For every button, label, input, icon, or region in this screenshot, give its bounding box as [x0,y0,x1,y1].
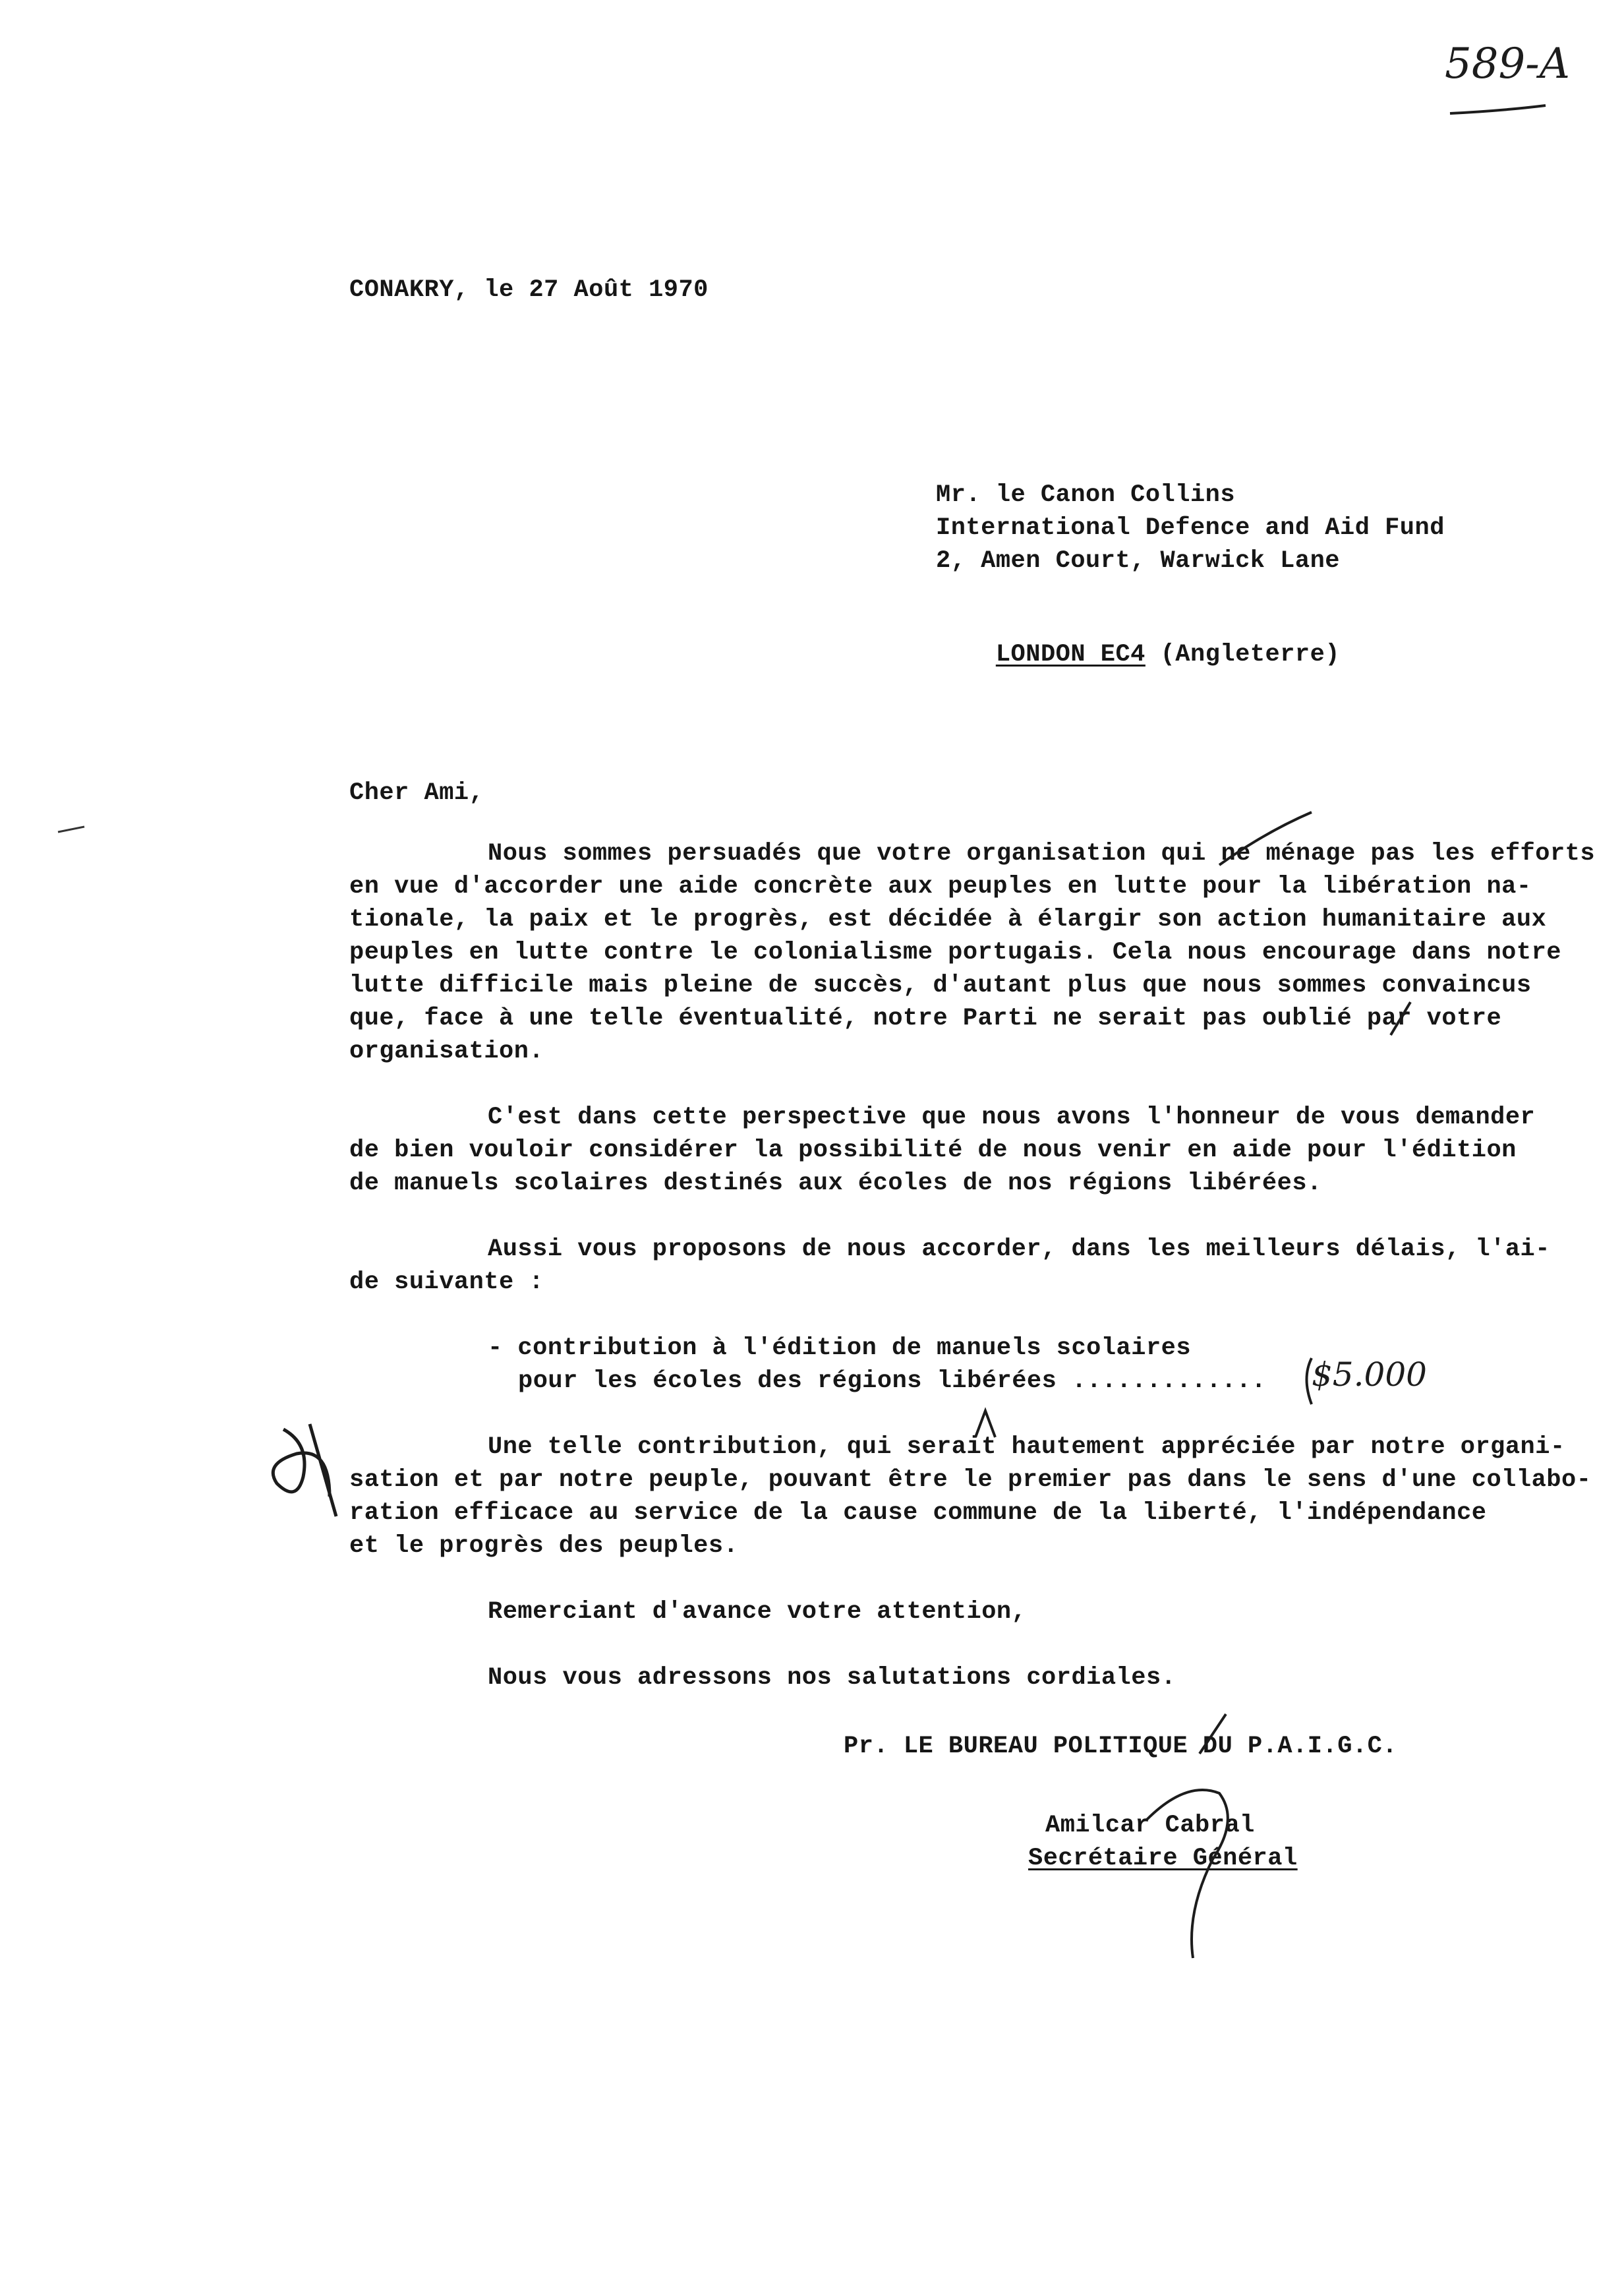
signature-title: Secrétaire Général [1028,1845,1298,1872]
paragraph-1-line: en vue d'accorder une aide concrète aux peuples en lutte pour la libération na- [349,873,1532,901]
signature-on-behalf: Pr. LE BUREAU POLITIQUE DU P.A.I.G.C. [844,1733,1398,1760]
paragraph-1-line: lutte difficile mais pleine de succès, d'autant plus que nous sommes convaincus [349,972,1532,999]
paragraph-1-line: tionale, la paix et le progrès, est décidée à élargir son action humanitaire aux [349,906,1547,934]
recipient-organisation: International Defence and Aid Fund [936,514,1445,542]
recipient-country: (Angleterre) [1160,641,1341,669]
date-line: CONAKRY, le 27 Août 1970 [349,276,709,304]
recipient-street: 2, Amen Court, Warwick Lane [936,547,1340,575]
margin-tick-mark [58,827,84,832]
paragraph-4-line: et le progrès des peuples. [349,1532,739,1560]
paragraph-3-line: de suivante : [349,1268,544,1296]
archive-mark-underline [1450,105,1546,113]
paragraph-3-line: Aussi vous proposons de nous accorder, dans les meilleurs délais, l'ai- [488,1235,1550,1263]
paragraph-4-line: sation et par notre peuple, pouvant être le premier pas dans le sens d'une collabo- [349,1466,1592,1494]
amount-bracket-icon [1307,1358,1312,1404]
recipient-name: Mr. le Canon Collins [936,481,1236,509]
margin-scribble [273,1424,336,1516]
paragraph-1-line: organisation. [349,1038,544,1065]
archive-mark: 589-A [1445,40,1570,88]
paragraph-4-line: Une telle contribution, qui serait hautement appréciée par notre organi- [488,1433,1565,1461]
paragraph-4-line: ration efficace au service de la cause commune de la liberté, l'indépendance [349,1499,1487,1527]
recipient-city-line [936,605,1340,704]
paragraph-4 [349,1431,1591,1562]
signature-name: Amilcar Cabral [1045,1812,1255,1839]
paragraph-1-line: peuples en lutte contre le colonialisme portugais. Cela nous encourage dans notre [349,939,1561,966]
paragraph-2 [349,1101,1535,1200]
closing-salutations: Nous vous adressons nos salutations cordiales. [488,1664,1176,1692]
paragraph-2-line: C'est dans cette perspective que nous avons l'honneur de vous demander [488,1104,1536,1131]
contribution-amount: $5.000 [1312,1355,1427,1394]
contribution-line-1: - contribution à l'édition de manuels scolaires [488,1334,1192,1362]
paragraph-1-line: que, face à une telle éventualité, notre Parti ne serait pas oublié par votre [349,1005,1502,1032]
paragraph-1-line: Nous sommes persuadés que votre organisation qui ne ménage pas les efforts [488,840,1596,868]
paragraph-1 [349,837,1595,1068]
salutation: Cher Ami, [349,779,484,807]
paragraph-2-line: de manuels scolaires destinés aux écoles de nos régions libérées. [349,1170,1322,1197]
paragraph-2-line: de bien vouloir considérer la possibilité de nous venir en aide pour l'édition [349,1137,1517,1164]
paragraph-3 [349,1233,1550,1299]
recipient-city: LONDON EC4 [995,641,1146,669]
closing-thanks: Remerciant d'avance votre attention, [488,1598,1027,1626]
contribution-line-2: pour les écoles des régions libérées ............. [518,1367,1267,1395]
